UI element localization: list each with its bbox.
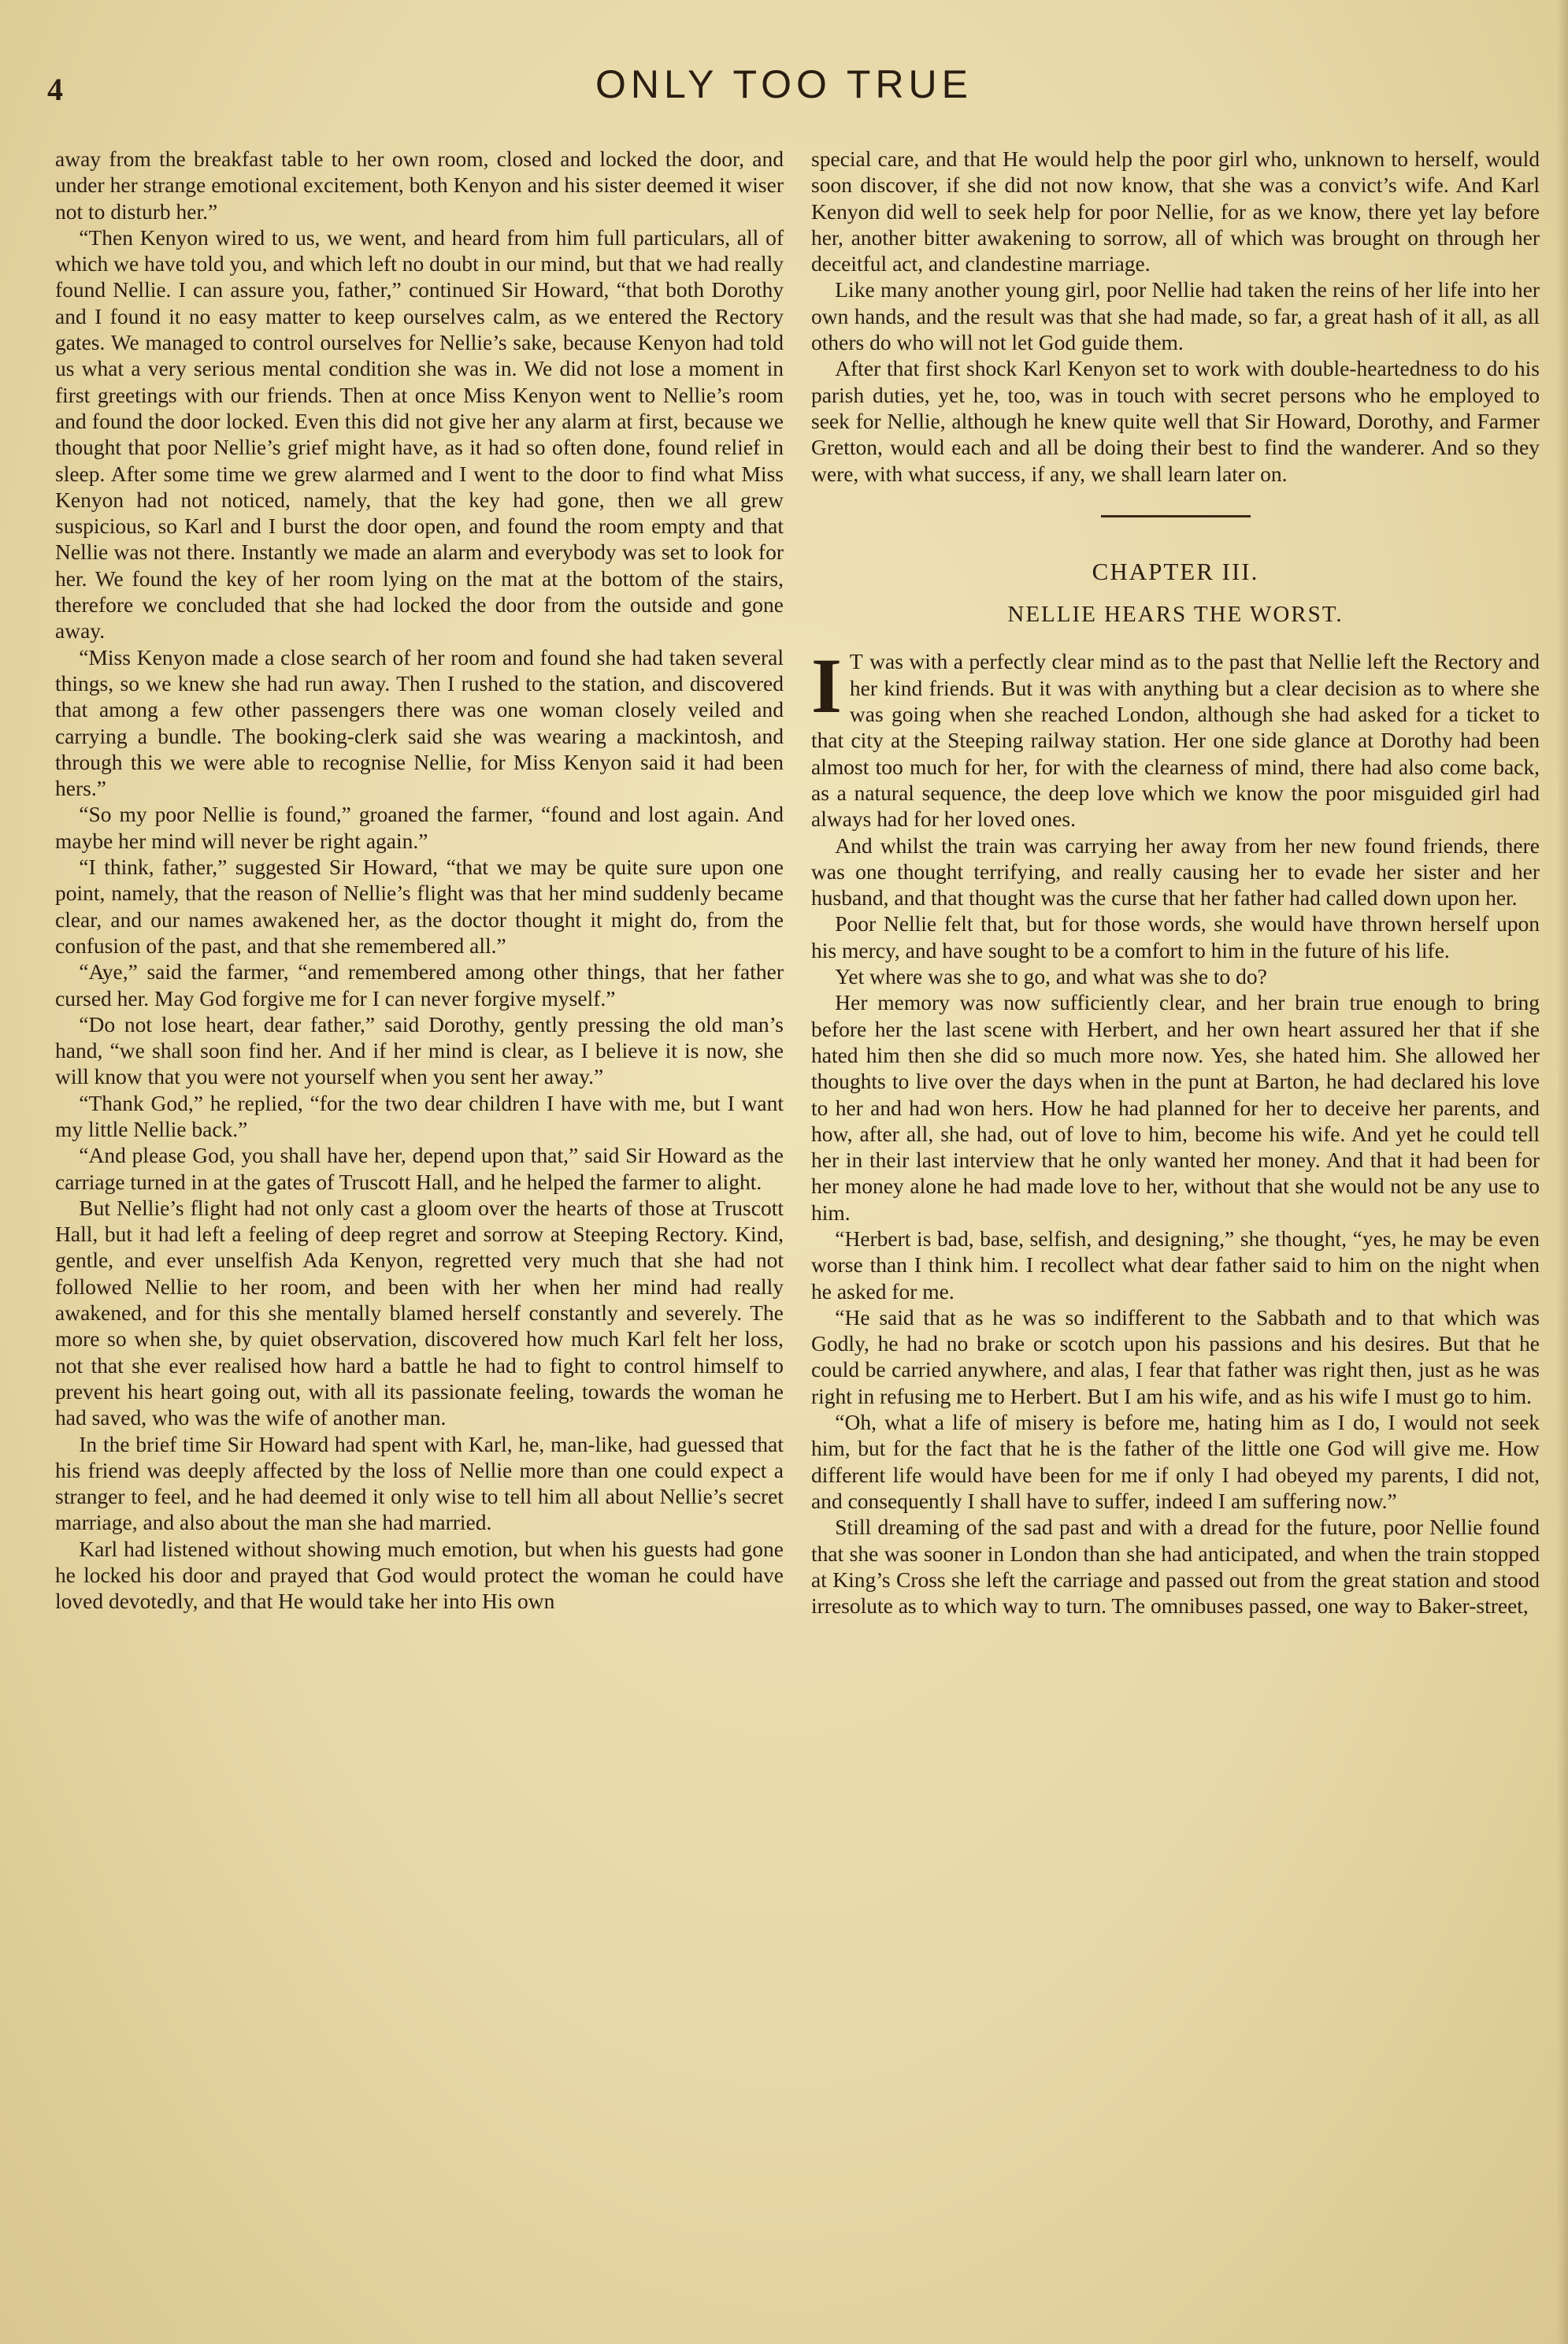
chapter-opening-paragraph [811, 642, 1540, 832]
paragraph: And whilst the train was carrying her away from her new found friends, there was one thought terrifying, and really causing her to evade her sister and her husband, and that thought was the curse that her father had called down upon her. [811, 833, 1540, 911]
paragraph: “Do not lose heart, dear father,” said Dorothy, gently pressing the old man’s hand, “we shall soon find her. And if her mind is clear, as I believe it is now, she will know that you were not yourself when you sent her away.” [55, 1011, 784, 1089]
paragraph: Poor Nellie felt that, but for those words, she would have thrown herself upon his mercy, and have sought to be a comfort to him in the future of his life. [811, 911, 1540, 962]
running-header-title: ONLY TOO TRUE [595, 62, 973, 106]
paragraph: “Thank God,” he replied, “for the two dear children I have with me, but I want my little Nellie back.” [55, 1090, 784, 1141]
paragraph: “Herbert is bad, base, selfish, and designing,” she thought, “yes, he may be even worse than I think him. I recollect what dear father said to him on the night when he asked for me. [811, 1226, 1540, 1304]
page-number: 4 [47, 72, 63, 107]
right-column [811, 146, 1540, 1619]
paragraph: “Oh, what a life of misery is before me, hating him as I do, I would not seek him, but for the fact that he is the father of the little one God will give me. How different life would have been for me if only I had obeyed my parents, I did not, and consequently I shall have to suffer, indeed I am suffering now.” [811, 1410, 1540, 1513]
paragraph: “And please God, you shall have her, depend upon that,” said Sir Howard as the carriage turned in at the gates of Truscott Hall, and he helped the farmer to alight. [55, 1143, 784, 1194]
paragraph: Karl had listened without showing much emotion, but when his guests had gone he locked his door and prayed that God would protect the woman he could have loved devotedly, and that He would take her into His own [55, 1536, 784, 1614]
paragraph: “He said that as he was so indifferent to the Sabbath and to that which was Godly, he had no brake or scotch upon his passions and his desires. But that he could be carried anywhere, and alas, I fear that father was right then, just as he was right in refusing me to Herbert. But I am his wife, and as his wife I must go to him. [811, 1304, 1540, 1408]
paragraph: away from the breakfast table to her own room, closed and locked the door, and under her strange emotional excitement, both Kenyon and his sister deemed it wiser not to disturb her.” [55, 146, 784, 224]
drop-cap: I [811, 642, 842, 730]
opening-text: was with a perfectly clear mind as to the past that Nellie left the Rectory and her kind friends. But it was with anything but a clear decision as to where she was going when she reached London, although she had asked for a ticket to that city at the Steeping railway station. Her one side glance at Dorothy had been almost too much for her, for with the clearness of mind, there had also come back, as a natural sequence, the deep love which we know the poor misguided girl had always had for her loved ones. [811, 649, 1540, 832]
paragraph: But Nellie’s flight had not only cast a gloom over the hearts of those at Truscott Hall, but it had left a feeling of deep regret and sorrow at Steeping Rectory. Kind, gentle, and ever unselfish Ada Kenyon, regretted very much that she had not followed Nellie to her room, and been with her when her mind had really awakened, and for this she mentally blamed herself constantly and severely. The more so when she, by quiet observation, discovered how much Karl felt her loss, not that she ever realised how hard a battle he had to fight to control himself to prevent his heart going out, with all its passionate feeling, towards the woman he had saved, who was the wife of another man. [55, 1195, 784, 1430]
paragraph: In the brief time Sir Howard had spent with Karl, he, man-like, had guessed that his friend was deeply affected by the loss of Nellie more than one could expect a stranger to feel, and he had deemed it only wise to tell him all about Nellie’s secret marriage, and also about the man she had married. [55, 1431, 784, 1535]
paragraph: Her memory was now sufficiently clear, and her brain true enough to bring before her the last scene with Herbert, and her own heart assured her that if she hated him then she did so much more now. Yes, she hated him. She allowed her thoughts to live over the days when in the punt at Barton, he had declared his love to her and had won hers. How he had planned for her to deceive her parents, and how, after all, she had, out of love to him, become his wife. And yet he could tell her in their last interview that he only wanted her money. And that it had been for her money alone he had made love to her, without that she would not be any use to him. [811, 990, 1540, 1225]
section-divider [1101, 515, 1251, 517]
left-column [55, 146, 784, 1615]
paragraph: “So my poor Nellie is found,” groaned the farmer, “found and lost again. And maybe her mind will never be right again.” [55, 802, 784, 853]
opening-word: T [849, 649, 864, 674]
paragraph: After that first shock Karl Kenyon set to work with double-heartedness to do his parish duties, yet he, too, was in touch with secret persons who he employed to seek for Nellie, although he knew quite well that Sir Howard, Dorothy, and Farmer Gretton, would each and all be doing their best to find the wanderer. And so they were, with what success, if any, we shall learn later on. [811, 356, 1540, 486]
paragraph: Yet where was she to go, and what was she to do? [835, 964, 1267, 989]
paragraph: special care, and that He would help the poor girl who, unknown to herself, would soon discover, if she did not now know, that she was a convict’s wife. And Karl Kenyon did well to seek help for poor Nellie, for as we know, there yet lay before her, another bitter awakening to sorrow, all of which was brought on through her deceitful act, and clandestine marriage. [811, 146, 1540, 276]
paragraph: Still dreaming of the sad past and with a dread for the future, poor Nellie found that she was sooner in London than she had anticipated, and when the train stopped at King’s Cross she left the carriage and passed out from the great station and stood irresolute as to which way to turn. The omnibuses passed, one way to Baker-street, [811, 1515, 1540, 1619]
chapter-subtitle: NELLIE HEARS THE WORST. [1007, 602, 1344, 628]
page-edge-shadow [1557, 0, 1568, 2344]
paragraph: “Miss Kenyon made a close search of her room and found she had taken several things, so we knew she had run away. Then I rushed to the station, and discovered that among a few other passengers there was one woman closely veiled and carrying a bundle. The booking-clerk said she was wearing a mackintosh, and through this we were able to recognise Nellie, for Miss Kenyon said it had been hers.” [55, 644, 784, 801]
paragraph: “Then Kenyon wired to us, we went, and heard from him full particulars, all of which we have told you, and which left no doubt in our mind, but that we had really found Nellie. I can assure you, father,” continued Sir Howard, “that both Dorothy and I found it no easy matter to keep ourselves calm, as we entered the Rectory gates. We managed to control ourselves for Nellie’s sake, because Kenyon had told us what a very serious mental condition she was in. We did not lose a moment in first greetings with our friends. Then at once Miss Kenyon went to Nellie’s room and found the door locked. Even this did not give her any alarm at first, because we thought that poor Nellie’s grief might have, as it had so often done, found relief in sleep. After some time we grew alarmed and I went to the door to find what Miss Kenyon had not noticed, namely, that the key had gone, then we all grew suspicious, so Karl and I burst the door open, and found the room empty and that Nellie was not there. Instantly we made an alarm and everybody was set to look for her. We found the key of her room lying on the mat at the bottom of the stairs, therefore we concluded that she had locked the door from the outside and gone away. [55, 224, 784, 643]
paragraph: Like many another young girl, poor Nellie had taken the reins of her life into her own hands, and the result was that she had made, so far, a great hash of it all, as all others do who will not let God guide them. [811, 277, 1540, 355]
chapter-heading: CHAPTER III. [1092, 557, 1259, 585]
paragraph: “I think, father,” suggested Sir Howard, “that we may be quite sure upon one point, namely, that the reason of Nellie’s flight was that her mind suddenly became clear, and our names awakened her, as the doctor thought it might do, from the confusion of the past, and that she remembered all.” [55, 855, 784, 958]
paragraph: “Aye,” said the farmer, “and remembered among other things, that her father cursed her. May God forgive me for I can never forgive myself.” [55, 959, 784, 1011]
